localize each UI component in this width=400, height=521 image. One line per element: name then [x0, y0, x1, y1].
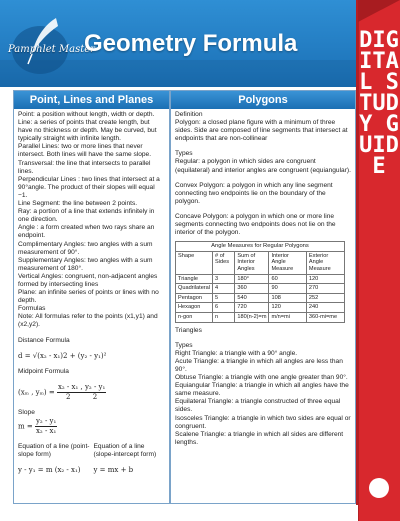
side-band-fold: [358, 0, 400, 22]
spacer: [18, 436, 165, 443]
types-title: Types: [175, 150, 193, 158]
table-cell: Quadrilateral: [176, 284, 213, 294]
line-equation-formulas: [18, 466, 165, 475]
slope-numerator: y₂ - y₁: [35, 416, 57, 425]
triangle-isosceles: Isosceles Triangle: a triangle in which two sides are equal or congruent.: [175, 414, 351, 430]
spacer: [18, 459, 165, 466]
line-equations: [18, 443, 165, 459]
table-cell: Hexagon: [176, 303, 213, 313]
table-cell: 120: [269, 303, 306, 313]
point-slope-formula: y - y₁ = m (x₂ - x₁): [18, 466, 81, 474]
table-cell: n: [213, 312, 235, 322]
regular-polygon: Regular: a polygon in which sides are congruent (equilateral) and interior angles are congruent (equiangular).: [175, 158, 351, 174]
definition-ray: Ray: a portion of a line that extends infinitely in one direction.: [18, 208, 155, 224]
page-title: Geometry Formula: [84, 30, 298, 57]
spacer: [18, 330, 165, 337]
spacer: [175, 143, 351, 150]
table-cell: 180(n-2)=m: [235, 312, 269, 322]
panel-heading: Point, Lines and Planes: [14, 91, 169, 109]
definition-transversal: Transversal: the line that intersects to parallel lines.: [18, 159, 151, 175]
definition-point: Point: a position without length, width or depth.: [18, 111, 155, 118]
header-bar: [0, 0, 358, 87]
convex-polygon: Convex Polygon: a polygon in which any line segment connecting two endpoints lie on the boundary of the polygon.: [175, 181, 333, 205]
definition-title: Definition: [175, 111, 203, 118]
triangle-right: Right Triangle: a triangle with a 90° angle.: [175, 349, 298, 357]
slope-lhs: m =: [18, 422, 33, 431]
definition-supplementary: Supplementary Angles: two angles with a sum measurement of 180°.: [18, 256, 153, 272]
table-caption: Angle Measures for Regular Polygons: [175, 241, 345, 251]
slope-intercept-formula: y = mx + b: [93, 466, 134, 474]
table-cell: m/n=mi: [269, 312, 306, 322]
distance-title: Distance Formula: [18, 336, 70, 344]
definition-parallel: Parallel Lines: two or more lines that never intersect. Both lines will have the same slope.: [18, 143, 152, 159]
polygons-panel: [170, 90, 356, 504]
spacer: [175, 206, 351, 213]
table-cell: 270: [306, 284, 344, 294]
midpoint-fraction: [57, 383, 106, 402]
spacer: [18, 402, 165, 409]
table-header-cell: Shape: [176, 251, 213, 274]
midpoint-numerator: x₂ - x₁ , y₂ - y₁: [57, 382, 106, 391]
midpoint-denominator: 2 2: [66, 392, 98, 401]
formulas-title: Formulas: [18, 305, 46, 313]
table-row: [176, 274, 345, 284]
triangles-title: Triangles: [175, 326, 202, 334]
triangle-equilateral: Equilateral Triangle: a triangle constructed of three equal sides.: [175, 398, 341, 414]
definition-line: Line: a series of points that create length, but have no thickness or depth. May be curved, but typically straight with infinite length.: [18, 119, 157, 143]
table-header-cell: Exterior Angle Measure: [306, 251, 344, 274]
definition-segment: Line Segment: the line between 2 points.: [18, 200, 138, 208]
table-cell: 90: [269, 284, 306, 294]
table-header-row: [176, 251, 345, 274]
distance-formula: d = √(x₂ - x₁)2 + (y₂ - y₁)²: [18, 351, 107, 360]
table-cell: 5: [213, 293, 235, 303]
table-cell: 60: [269, 274, 306, 284]
table-cell: n-gon: [176, 312, 213, 322]
definition-complimentary: Complimentary Angles: two angles with a sum measurement of 90°.: [18, 240, 153, 256]
spacer: [18, 345, 165, 352]
table-cell: Pentagon: [176, 293, 213, 303]
spacer: [18, 361, 165, 368]
midpoint-title: Midpoint Formula: [18, 367, 69, 375]
panel-body: [171, 109, 355, 449]
table-row: [176, 312, 345, 322]
slope-fraction: [35, 417, 57, 436]
spacer: [175, 335, 351, 342]
triangle-acute: Acute Triangle: a triangle in which all angles are less than 90°.: [175, 357, 343, 373]
midpoint-lhs: (xₘ , yₘ) =: [18, 388, 55, 397]
panel-heading: Polygons: [171, 91, 355, 109]
table-cell: 108: [269, 293, 306, 303]
definition-angle: Angle : a form created when two rays share an endpoint.: [18, 224, 155, 240]
table-cell: 120: [306, 274, 344, 284]
table-cell: 180°: [235, 274, 269, 284]
table-cell: 6: [213, 303, 235, 313]
angle-measures-table: [175, 241, 345, 322]
spacer: [18, 376, 165, 383]
table-row: [176, 284, 345, 294]
table-cell: 720: [235, 303, 269, 313]
table-cell: 4: [213, 284, 235, 294]
midpoint-formula: [18, 383, 165, 402]
table-cell: 240: [306, 303, 344, 313]
side-band-text: DIGITAL STUDY GUIDE: [359, 28, 399, 179]
table-cell: 360-mi=me: [306, 312, 344, 322]
slope-denominator: x₂ - x₁: [35, 426, 57, 435]
brand-circle-icon: [369, 478, 389, 498]
concave-polygon: Concave Polygon: a polygon in which one or more line segments connecting two endpoints does not lie on the interior of the polygon.: [175, 212, 336, 237]
table-cell: 252: [306, 293, 344, 303]
table-header-cell: Sum of Interior Angles: [235, 251, 269, 274]
publisher-logo-text: Pamphlet Master: [8, 44, 95, 55]
table-row: [176, 303, 345, 313]
table-header-cell: # of Sides: [213, 251, 235, 274]
table-cell: Triangle: [176, 274, 213, 284]
table-row: [176, 293, 345, 303]
spacer: [175, 175, 351, 182]
bottom-margin: [0, 505, 358, 521]
definition-plane: Plane: an infinite series of points or lines with no depth.: [18, 289, 159, 305]
slope-title: Slope: [18, 408, 35, 416]
triangle-scalene: Scalene Triangle: a triangle in which all sides are different lengths.: [175, 430, 344, 446]
table-cell: 3: [213, 274, 235, 284]
triangle-obtuse: Obtuse Triangle: a triangle with one angle greater than 90°.: [175, 374, 348, 382]
polygon-definition: Polygon: a closed plane figure with a minimum of three sides. Side are composed of line segments that intersect at endpoints that are non-collinear: [175, 119, 348, 143]
definition-vertical: Vertical Angles: congruent, non-adjacent angles formed by intersecting lines: [18, 272, 158, 288]
points-lines-panel: [13, 90, 170, 504]
definition-perpendicular: Perpendicular Lines : two lines that intersect at a 90°angle. The product of their slopes will equal −1.: [18, 175, 160, 199]
table-cell: 540: [235, 293, 269, 303]
point-slope-title: Equation of a line (point-slope form): [18, 442, 90, 458]
triangle-types-title: Types: [175, 341, 193, 349]
table-header-cell: Interior Angle Measure: [269, 251, 306, 274]
table-cell: 360: [235, 284, 269, 294]
triangle-equiangular: Equiangular Triangle: a triangle in which all angles have the same measure.: [175, 382, 349, 398]
slope-formula: [18, 417, 165, 436]
slope-intercept-title: Equation of a line (slope-intercept form): [93, 442, 157, 458]
formulas-note: Note: All formulas refer to the points (x1,y1) and (x2,y2).: [18, 313, 158, 329]
panel-body: [14, 109, 169, 477]
